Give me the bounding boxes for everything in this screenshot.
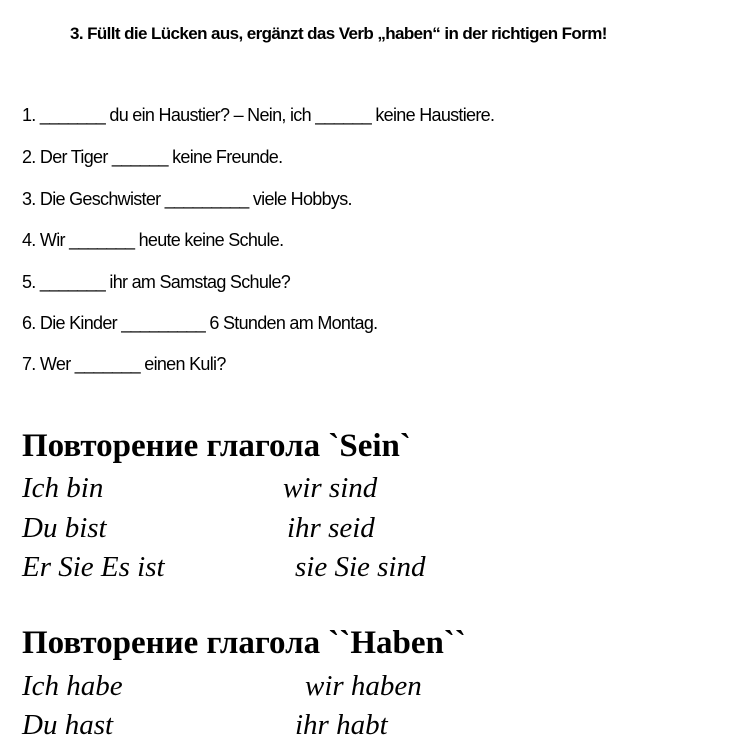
haben-heading: Повторение глагола ``Haben`` [22, 625, 466, 661]
exercise-item: 4. Wir _______ heute keine Schule. [22, 230, 284, 250]
task-title: 3. Füllt die Lücken aus, ergänzt das Verb „haben“ in der richtigen Form! [70, 24, 607, 43]
sein-plural-3: sie Sie sind [295, 551, 426, 583]
haben-plural-2: ihr habt [295, 709, 388, 741]
sein-singular-1: Ich bin [22, 472, 104, 504]
exercise-item: 2. Der Tiger ______ keine Freunde. [22, 147, 283, 167]
exercise-item: 7. Wer _______ einen Kuli? [22, 354, 226, 374]
exercise-item: 1. _______ du ein Haustier? – Nein, ich ______ keine Haustiere. [22, 105, 495, 125]
exercise-item: 6. Die Kinder _________ 6 Stunden am Montag. [22, 313, 378, 333]
sein-singular-2: Du bist [22, 512, 107, 544]
sein-heading: Повторение глагола `Sein` [22, 428, 411, 464]
exercise-item: 5. _______ ihr am Samstag Schule? [22, 272, 291, 292]
haben-singular-1: Ich habe [22, 670, 123, 702]
sein-singular-3: Er Sie Es ist [22, 551, 165, 583]
exercise-item: 3. Die Geschwister _________ viele Hobbys. [22, 189, 352, 209]
sein-plural-1: wir sind [283, 472, 378, 504]
sein-plural-2: ihr seid [287, 512, 375, 544]
haben-plural-1: wir haben [305, 670, 422, 702]
haben-singular-2: Du hast [22, 709, 114, 741]
